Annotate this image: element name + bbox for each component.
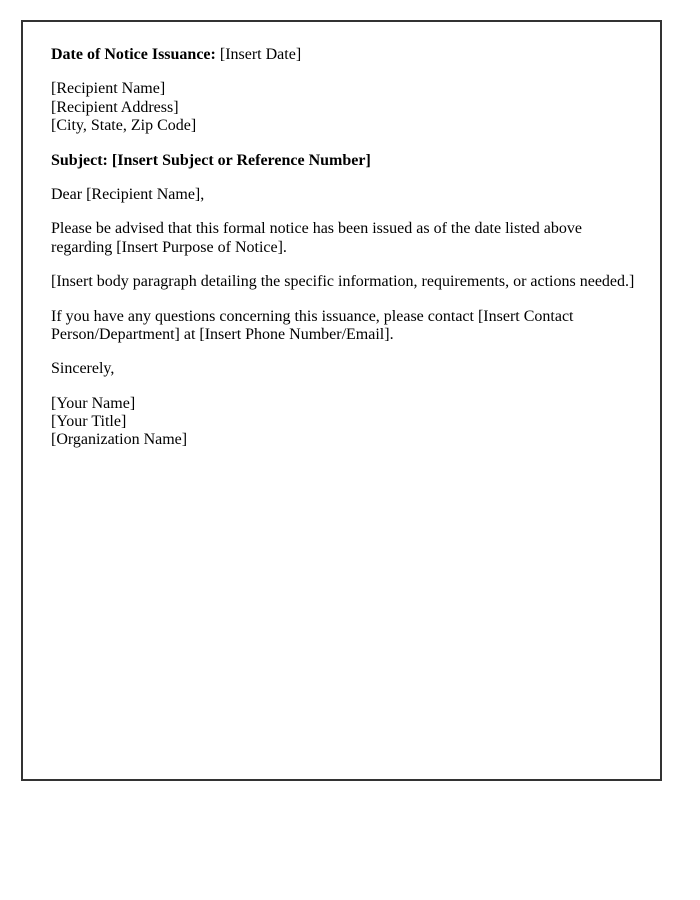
recipient-city-state-zip-line: [City, State, Zip Code] [51,117,197,135]
notice-letter-container [21,20,662,781]
body-paragraph-contact-info: If you have any questions concerning this issuance, please contact [Insert Contact Person/Department] at [Insert Phone Number/Email]. [51,307,574,343]
signature-title-line: [Your Title] [51,413,127,431]
subject-line: Subject: [Insert Subject or Reference Number] [51,151,371,169]
recipient-address-block [51,80,644,135]
signature-name-line: [Your Name] [51,394,136,412]
date-issuance-line [51,46,644,64]
closing-line: Sincerely, [51,360,115,378]
signature-block [51,395,644,450]
signature-organization-line: [Organization Name] [51,431,188,449]
recipient-address-line: [Recipient Address] [51,98,179,116]
date-issuance-value: [Insert Date] [215,46,302,63]
recipient-name-line: [Recipient Name] [51,80,166,98]
body-paragraph-placeholder: [Insert body paragraph detailing the specific information, requirements, or actions needed.] [51,273,635,291]
body-paragraph-issuance-notice: Please be advised that this formal notice has been issued as of the date listed above regarding [Insert Purpose of Notice]. [51,220,582,256]
date-issuance-label: Date of Notice Issuance: [51,46,216,63]
salutation-line: Dear [Recipient Name], [51,185,205,203]
